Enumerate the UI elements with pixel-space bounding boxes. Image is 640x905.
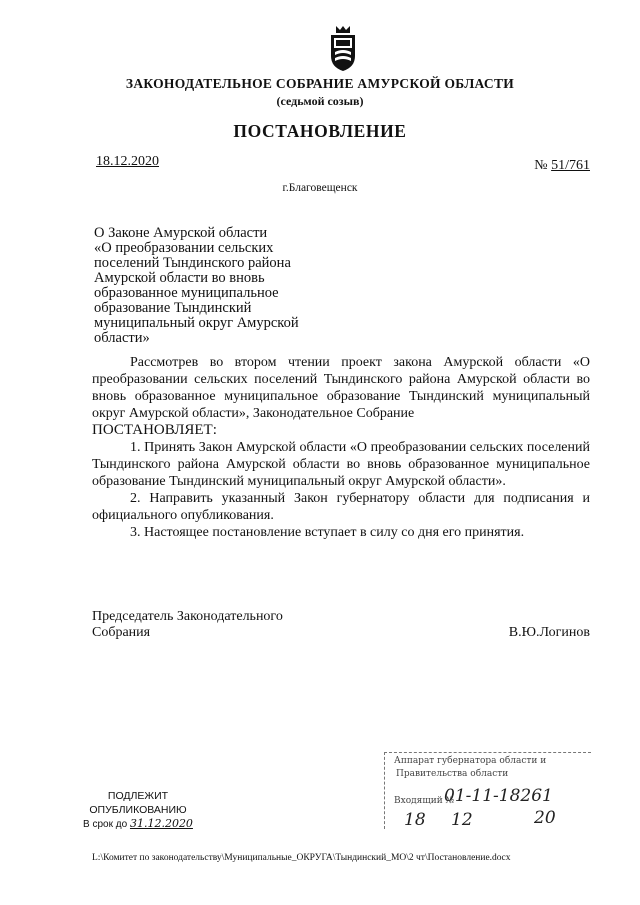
- city: г.Благовещенск: [282, 182, 358, 194]
- stamp-office: Аппарат губернатора области и: [394, 756, 547, 766]
- incoming-stamp: [384, 750, 594, 830]
- due-label: В срок до: [83, 819, 128, 830]
- file-path: L:\Комитет по законодательству\Муниципальные_ОКРУГА\Тындинский_МО\2 чт\Постановление.docx: [92, 853, 511, 863]
- intro-paragraph: Рассмотрев во втором чтении проект закона Амурской области «О преобразовании сельских поселений Тындинского района Амурской области во вновь образованное муниципальное образование Тындинский муниципальный округ Амурской области», Законодательное Собрание: [92, 355, 590, 421]
- stamp-incoming-number: 01-11-18261: [444, 786, 553, 806]
- subject-line: образованное муниципальное: [94, 285, 279, 301]
- document-body: [92, 354, 590, 541]
- stamp-day: 18: [404, 810, 426, 830]
- organization-name: ЗАКОНОДАТЕЛЬНОЕ СОБРАНИЕ АМУРСКОЙ ОБЛАСТИ: [125, 76, 515, 91]
- document-number: [534, 158, 590, 174]
- publication-line: ОПУБЛИКОВАНИЮ: [89, 804, 187, 816]
- resolution-item: 1. Принять Закон Амурской области «О преобразовании сельских поселений Тындинского района Амурской области во вновь образованное муниципальное образование Тындинский муниципальный округ Амурской области».: [92, 440, 590, 489]
- due-date: 31.12.2020: [129, 817, 193, 830]
- subject-line: области»: [94, 330, 150, 346]
- number-sign: №: [534, 158, 548, 173]
- subject-line: образование Тындинский: [94, 300, 252, 316]
- publication-note: [76, 789, 200, 832]
- subject-line: поселений Тындинского района: [94, 255, 291, 271]
- subject-line: О Законе Амурской области: [94, 225, 268, 241]
- document-date: 18.12.2020: [96, 154, 159, 169]
- resolution-item: 2. Направить указанный Закон губернатору области для подписания и официального опубликования.: [92, 491, 590, 523]
- number-value: 51/761: [551, 158, 590, 173]
- stamp-office: Правительства области: [396, 769, 509, 779]
- signatory-name: В.Ю.Логинов: [508, 625, 590, 640]
- stamp-incoming-label: Входящий №: [394, 796, 455, 806]
- coat-of-arms-icon: [326, 24, 360, 72]
- subject-line: «О преобразовании сельских: [94, 240, 274, 256]
- publication-line: ПОДЛЕЖИТ: [107, 790, 169, 802]
- resolves-heading: ПОСТАНОВЛЯЕТ:: [92, 422, 217, 438]
- subject-line: Амурской области во вновь: [94, 270, 265, 286]
- stamp-month: 12: [451, 810, 473, 830]
- document-type: ПОСТАНОВЛЕНИЕ: [233, 121, 407, 141]
- publication-due: [76, 817, 200, 832]
- resolution-item: 3. Настоящее постановление вступает в силу со дня его принятия.: [130, 525, 525, 540]
- document-subject: [94, 226, 324, 346]
- stamp-date: [404, 810, 473, 830]
- stamp-year: 20: [534, 808, 556, 828]
- signature-title: [92, 609, 283, 641]
- signature-title-line: Председатель Законодательного: [92, 609, 283, 624]
- signature-title-line: Собрания: [92, 625, 151, 640]
- subject-line: муниципальный округ Амурской: [94, 315, 299, 331]
- convocation: (седьмой созыв): [276, 94, 364, 108]
